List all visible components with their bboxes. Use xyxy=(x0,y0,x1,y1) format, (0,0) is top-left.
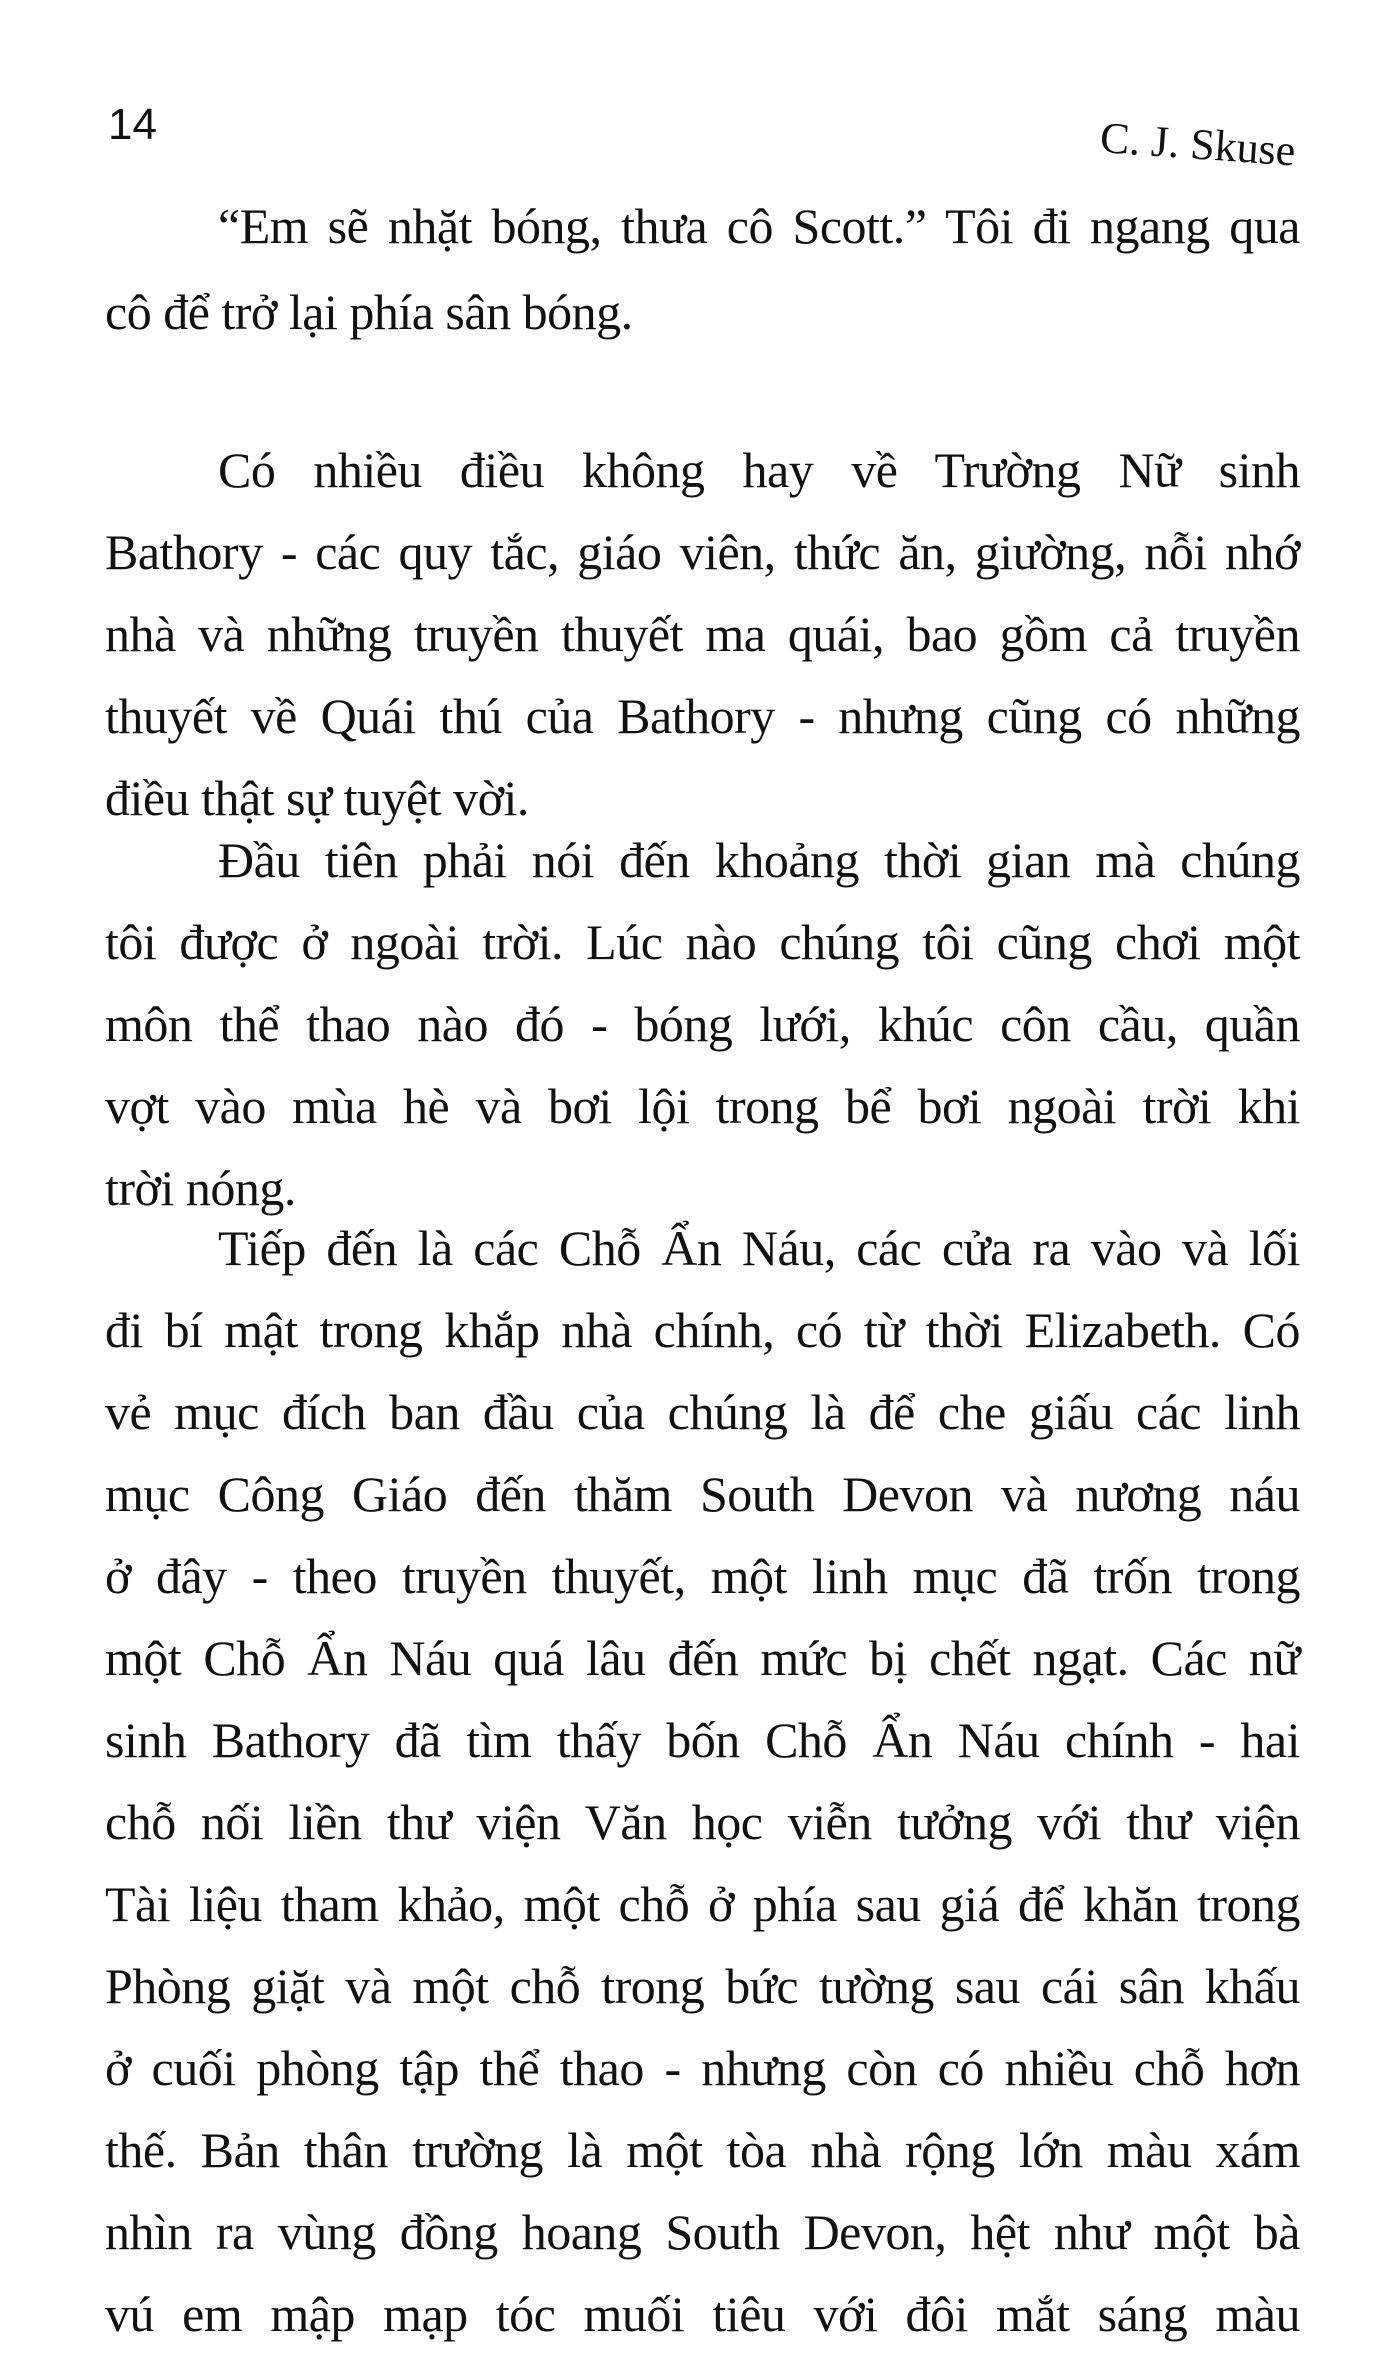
text-line: chỗ nối liền thư viện Văn học viễn tưởng với thư viện xyxy=(105,1794,1300,1850)
text-line: vợt vào mùa hè và bơi lội trong bể bơi ngoài trời khi xyxy=(105,1078,1300,1134)
text-line: trời nóng. xyxy=(105,1160,296,1216)
text-line: vẻ mục đích ban đầu của chúng là để che giấu các linh xyxy=(105,1384,1300,1440)
text-line: sinh Bathory đã tìm thấy bốn Chỗ Ẩn Náu chính - hai xyxy=(105,1712,1300,1768)
text-line: môn thể thao nào đó - bóng lưới, khúc côn cầu, quần xyxy=(105,996,1300,1052)
text-line: cô để trở lại phía sân bóng. xyxy=(105,284,633,340)
text-line: nhìn ra vùng đồng hoang South Devon, hệt như một bà xyxy=(105,2204,1300,2260)
text-line: ở đây - theo truyền thuyết, một linh mục đã trốn trong xyxy=(105,1548,1300,1604)
running-head-author: C. J. Skuse xyxy=(1098,112,1298,176)
text-line: vú em mập mạp tóc muối tiêu với đôi mắt sáng màu xyxy=(105,2286,1300,2342)
text-line: điều thật sự tuyệt vời. xyxy=(105,770,529,826)
text-line: Bathory - các quy tắc, giáo viên, thức ăn, giường, nỗi nhớ xyxy=(105,524,1300,580)
text-line: Đầu tiên phải nói đến khoảng thời gian mà chúng xyxy=(218,832,1300,888)
text-line: tôi được ở ngoài trời. Lúc nào chúng tôi cũng chơi một xyxy=(105,914,1300,970)
text-line: đi bí mật trong khắp nhà chính, có từ thời Elizabeth. Có xyxy=(105,1302,1300,1358)
text-line: Có nhiều điều không hay về Trường Nữ sinh xyxy=(218,442,1300,498)
text-line: “Em sẽ nhặt bóng, thưa cô Scott.” Tôi đi ngang qua xyxy=(218,198,1300,254)
text-line: Phòng giặt và một chỗ trong bức tường sau cái sân khấu xyxy=(105,1958,1300,2014)
text-line: thuyết về Quái thú của Bathory - nhưng cũng có những xyxy=(105,688,1300,744)
text-line: Tiếp đến là các Chỗ Ẩn Náu, các cửa ra vào và lối xyxy=(218,1220,1300,1276)
page-number: 14 xyxy=(108,100,157,149)
text-line: thế. Bản thân trường là một tòa nhà rộng lớn màu xám xyxy=(105,2122,1300,2178)
text-line: một Chỗ Ẩn Náu quá lâu đến mức bị chết ngạt. Các nữ xyxy=(105,1630,1300,1686)
text-line: mục Công Giáo đến thăm South Devon và nương náu xyxy=(105,1466,1300,1522)
text-line: nhà và những truyền thuyết ma quái, bao gồm cả truyền xyxy=(105,606,1300,662)
text-line: Tài liệu tham khảo, một chỗ ở phía sau giá để khăn trong xyxy=(105,1876,1300,1932)
text-line: ở cuối phòng tập thể thao - nhưng còn có nhiều chỗ hơn xyxy=(105,2040,1300,2096)
